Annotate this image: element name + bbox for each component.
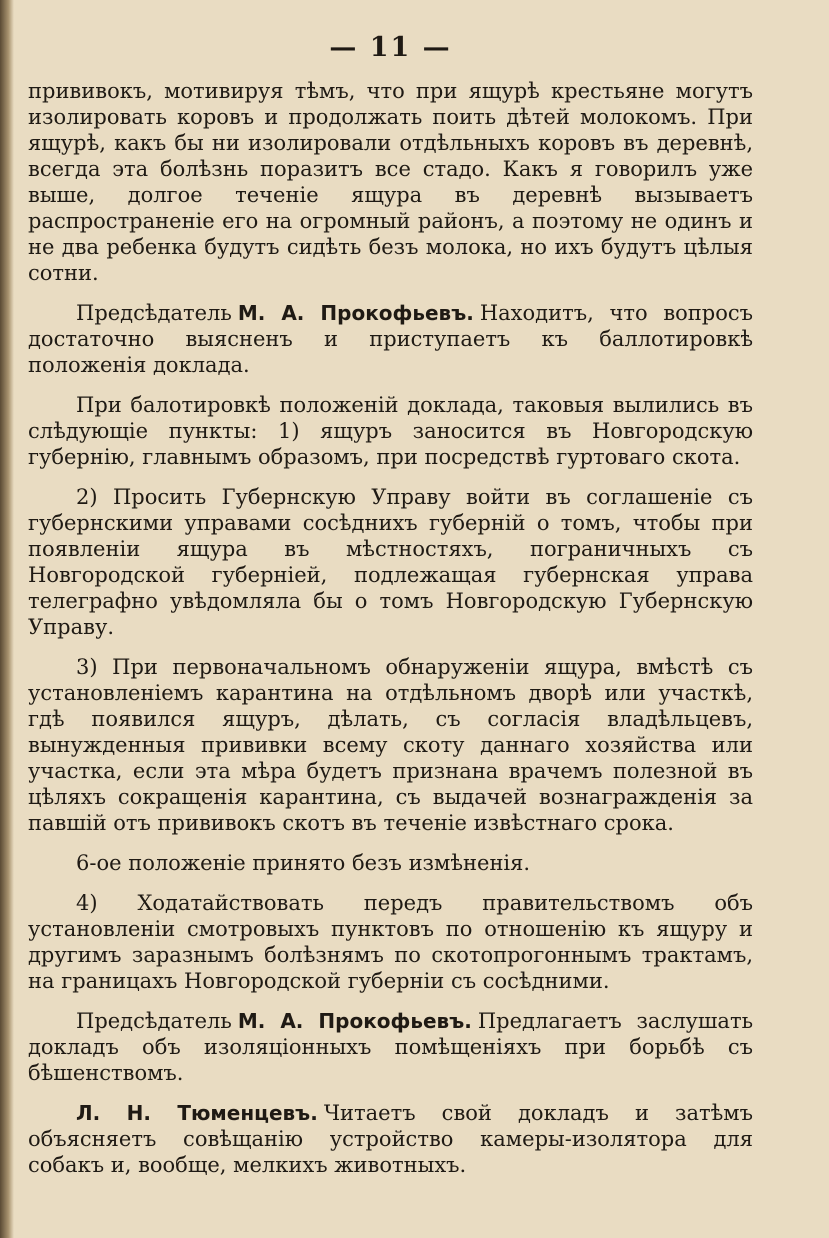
paragraph-text: 6-ое положеніе принято безъ измѣненія.	[76, 851, 531, 875]
paragraph-point-2	[28, 484, 753, 640]
paragraph-text: При балотировкѣ положеній доклада, таковыя вылились въ слѣдующіе пункты: 1) ящуръ заносится въ Новгородскую губернію, главнымъ образомъ, при посредствѣ гуртоваго скота.	[28, 393, 753, 469]
speaker-title: Предсѣдатель	[76, 301, 232, 325]
paragraph-vaccination-argument	[28, 78, 753, 286]
paragraph-text: Находитъ, что вопросъ достаточно выясненъ и приступаетъ къ баллотировкѣ положенія доклада.	[28, 301, 753, 377]
paragraph-sixth-provision	[28, 850, 753, 876]
paragraph-ballot-points	[28, 392, 753, 470]
speaker-name: М. А. Прокофьевъ.	[237, 1009, 472, 1033]
paragraph-text: 4) Ходатайствовать передъ правительствомъ объ установленіи смотровыхъ пунктовъ по отношенію къ ящуру и другимъ заразнымъ болѣзнямъ по скотопрогоннымъ трактамъ, на границахъ Новгородской губерніи съ сосѣдними.	[28, 891, 753, 993]
paragraph-chairman-proposal	[28, 1008, 753, 1086]
paragraph-tyumentsev-report	[28, 1100, 753, 1178]
paragraph-text: Предлагаетъ заслушать докладъ объ изоляціонныхъ помѣщеніяхъ при борьбѣ съ бѣшенствомъ.	[28, 1009, 754, 1085]
paragraph-text: прививокъ, мотивируя тѣмъ, что при ящурѣ крестьяне могутъ изолировать коровъ и продолжать поить дѣтей молокомъ. При ящурѣ, какъ бы ни изолировали отдѣльныхъ коровъ въ деревнѣ, всегда эта болѣзнь поразитъ все стадо. Какъ я говорилъ уже выше, долгое теченіе ящура въ деревнѣ вызываетъ распространеніе его на огромный районъ, а поэтому не одинъ и не два ребенка будутъ сидѣть безъ молока, но ихъ будутъ цѣлыя сотни.	[28, 79, 753, 285]
speaker-name: М. А. Прокофьевъ.	[237, 301, 474, 325]
paragraph-point-4	[28, 890, 753, 994]
paragraph-point-3	[28, 654, 753, 836]
speaker-name: Л. Н. Тюменцевъ.	[76, 1101, 318, 1125]
paragraph-text: 2) Просить Губернскую Управу войти въ соглашеніе съ губернскими управами сосѣднихъ губерній о томъ, чтобы при появленіи ящура въ мѣстностяхъ, пограничныхъ съ Новгородской губерніей, подлежащая губернская управа телеграфно увѣдомляла бы о томъ Новгородскую Губернскую Управу.	[28, 485, 753, 639]
speaker-title: Предсѣдатель	[76, 1009, 232, 1033]
document-page	[28, 28, 753, 1208]
paragraph-text: 3) При первоначальномъ обнаруженіи ящура, вмѣстѣ съ установленіемъ карантина на отдѣльномъ дворѣ или участкѣ, гдѣ появился ящуръ, дѣлать, съ согласія владѣльцевъ, вынужденныя прививки всему скоту даннаго хозяйства или участка, если эта мѣра будетъ признана врачемъ полезной въ цѣляхъ сокращенія карантина, съ выдачей вознагражденія за павшій отъ прививокъ скотъ въ теченіе извѣстнаго срока.	[28, 655, 753, 835]
paragraph-text: Читаетъ свой докладъ и затѣмъ объясняетъ совѣщанію устройство камеры-изолятора для собакъ и, вообще, мелкихъ животныхъ.	[28, 1101, 753, 1177]
page-number: — 11 —	[329, 32, 452, 63]
book-spine-edge	[0, 0, 14, 1238]
paragraph-chairman-ballot	[28, 300, 753, 378]
